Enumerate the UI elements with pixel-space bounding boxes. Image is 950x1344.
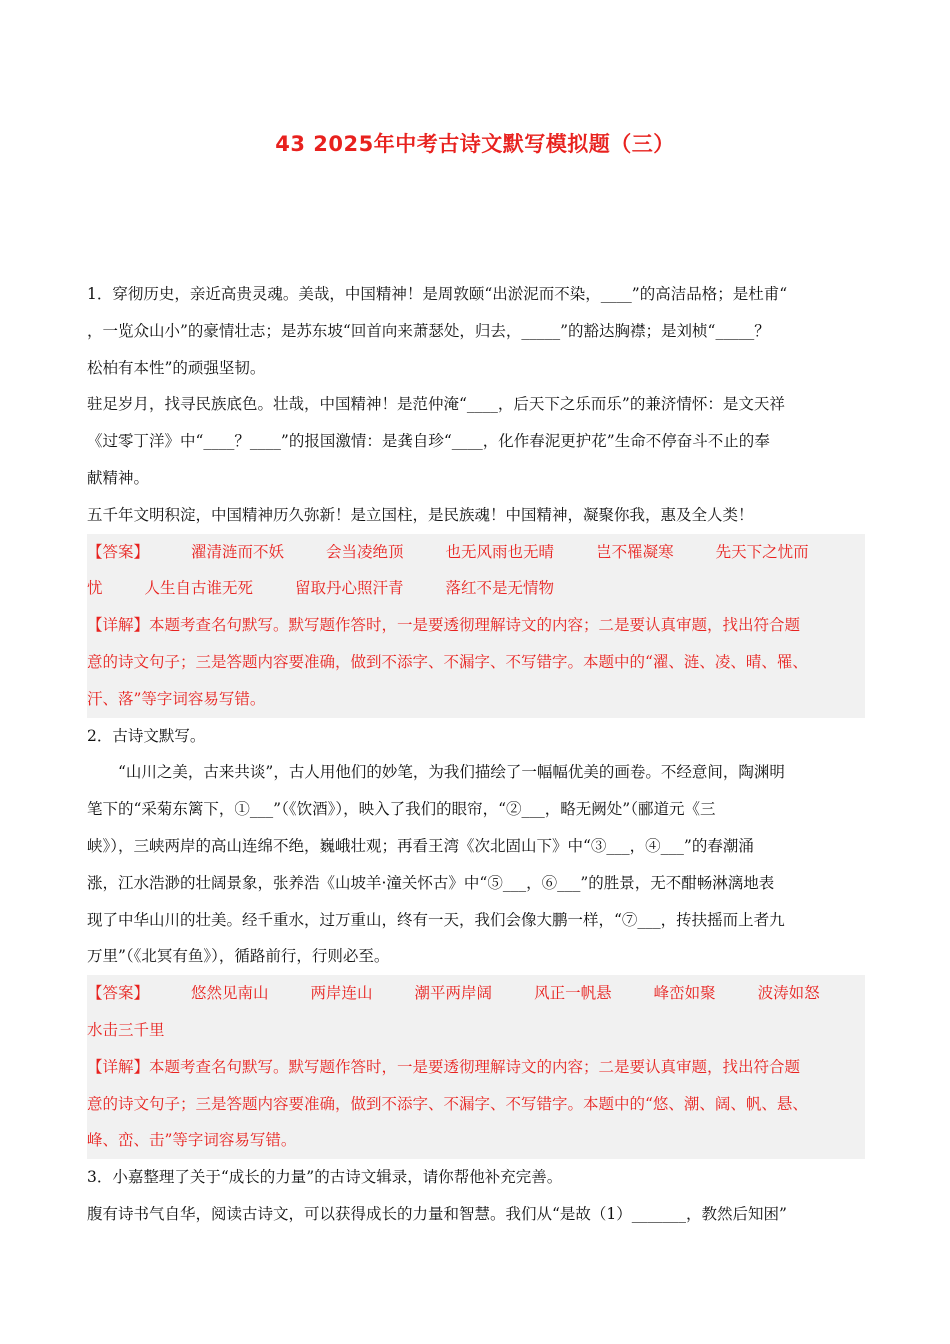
q2-detail-line-1 (87, 1049, 865, 1086)
q2-line-4: 涨，江水浩渺的壮阔景象，张养浩《山坡羊·潼关怀古》中“⑤___，⑥___”的胜景，无不酣畅淋漓地表 (87, 873, 775, 892)
q1-detail-line-2: 意的诗文句子；三是答题内容要准确，做到不添字、不漏字、不写错字。本题中的“濯、涟、凌、晴、罹、 (87, 652, 808, 671)
answer-item: 落红不是无情物 (445, 579, 555, 598)
answer-item: 先天下之忧而 (715, 542, 809, 561)
q1-line-6: 献精神。 (87, 468, 150, 487)
q2-answer-row-2: 水击三千里 (87, 1020, 165, 1039)
q2-detail-line-2: 意的诗文句子；三是答题内容要准确，做到不添字、不漏字、不写错字。本题中的“悠、潮、阔、帆、悬、 (87, 1094, 808, 1113)
answer-item: 两岸连山 (310, 984, 373, 1003)
q3-line-0: 3．小嘉整理了关于“成长的力量”的古诗文辑录，请你帮他补充完善。 (87, 1168, 563, 1187)
q2-answer-row-1 (87, 975, 865, 1012)
q1-line-1: 1．穿彻历史，亲近高贵灵魂。美哉，中国精神！是周敦颐“出淤泥而不染，____”的高洁品格；是杜甫“ (87, 285, 788, 303)
q1-detail-line-1 (87, 607, 865, 644)
answer-item: 忧 (87, 579, 103, 598)
answer-tag: 【答案】 (87, 984, 150, 1003)
q2-line-0: 2．古诗文默写。 (87, 726, 206, 745)
q1-detail-line-3: 汗、落”等字词容易写错。 (87, 689, 266, 708)
q2-answer-box (87, 975, 865, 1159)
q1-line-7: 五千年文明积淀，中国精神历久弥新！是立国柱，是民族魂！中国精神，凝聚你我，惠及全人类！ (87, 505, 754, 524)
detail-text: 本题考查名句默写。默写题作答时，一是要透彻理解诗文的内容；二是要认真审题，找出符合题 (149, 616, 801, 635)
answer-item: 会当凌绝顶 (326, 542, 404, 561)
answer-item: 人生自古谁无死 (144, 579, 254, 598)
q1-line-2: ，一览众山小”的豪情壮志；是苏东坡“回首向来萧瑟处，归去，_____”的豁达胸襟；是刘桢“_____？ (87, 321, 770, 340)
q2-detail-line-3: 峰、峦、击”等字词容易写错。 (87, 1131, 297, 1150)
detail-text: 本题考查名句默写。默写题作答时，一是要透彻理解诗文的内容；二是要认真审题，找出符合题 (149, 1057, 801, 1076)
q2-line-1: “山川之美，古来共谈”，古人用他们的妙笔，为我们描绘了一幅幅优美的画卷。不经意间，陶渊明 (118, 763, 785, 782)
answer-item: 留取丹心照汗青 (295, 579, 404, 598)
q1-answer-row-1 (87, 534, 865, 571)
answer-item: 风正一帆悬 (534, 984, 612, 1003)
answer-tag: 【答案】 (87, 542, 150, 561)
answer-item: 濯清涟而不妖 (191, 542, 285, 561)
q2-line-2: 笔下的“采菊东篱下，①___”（《饮酒》），映入了我们的眼帘，“②___，略无阙处”（郦道元《三 (87, 800, 716, 819)
q1-answer-row-2 (87, 570, 865, 607)
answer-item: 潮平两岸阔 (414, 984, 493, 1003)
q2-line-5: 现了中华山川的壮美。经千重水，过万重山，终有一天，我们会像大鹏一样，“⑦___，抟扶摇而上者九 (87, 910, 785, 929)
q2-line-6: 万里”（《北冥有鱼》），循路前行，行则必至。 (87, 947, 390, 966)
detail-tag: 【详解】 (87, 1057, 150, 1076)
q2-line-3: 峡》），三峡两岸的高山连绵不绝，巍峨壮观；再看王湾《次北固山下》中“③___，④___”的春潮涌 (87, 836, 754, 855)
page-title: 43 2025年中考古诗文默写模拟题（三） (275, 132, 675, 156)
detail-tag: 【详解】 (87, 616, 150, 635)
answer-item: 悠然见南山 (191, 984, 269, 1003)
q1-line-4: 驻足岁月，找寻民族底色。壮哉，中国精神！是范仲淹“____，后天下之乐而乐”的兼济情怀：是文天祥 (87, 395, 785, 414)
answer-item: 也无风雨也无晴 (445, 542, 555, 561)
answer-item: 峰峦如聚 (653, 984, 716, 1003)
q1-line-3: 松柏有本性”的顽强坚韧。 (87, 358, 266, 377)
answer-item: 岂不罹凝寒 (596, 542, 674, 561)
document-body (87, 276, 865, 1233)
answer-item: 波涛如怒 (757, 984, 820, 1003)
q1-answer-box (87, 534, 865, 718)
q1-line-5: 《过零丁洋》中“____？____”的报国激情：是龚自珍“____，化作春泥更护花”生命不停奋斗不止的奉 (87, 432, 770, 451)
q3-line-1: 腹有诗书气自华，阅读古诗文，可以获得成长的力量和智慧。我们从“是故（1）_______，教然后知困” (87, 1204, 787, 1223)
